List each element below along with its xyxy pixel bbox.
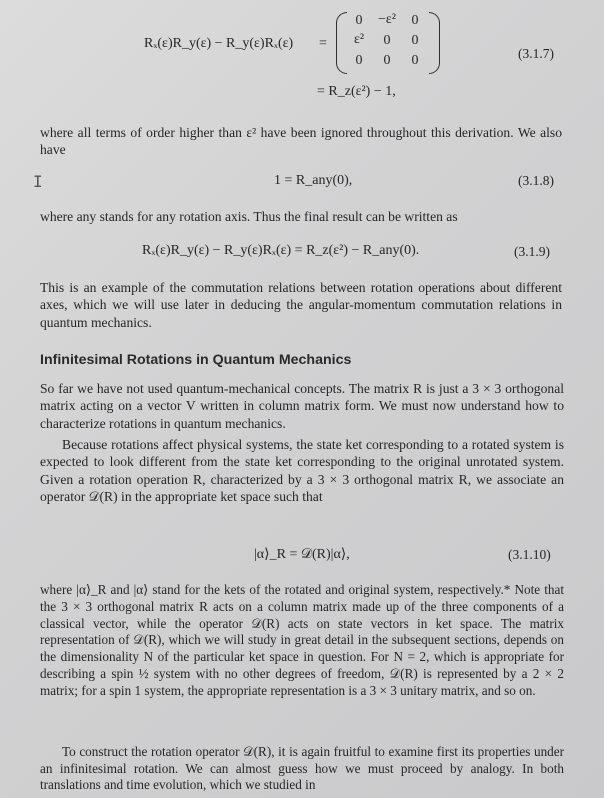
paragraph: To construct the rotation operator 𝒟(R), it is again fruitful to examine first its properties under an infinitesimal rotation. We can almost guess how we must proceed by analogy. In both translations and time evolution, which we studied in xyxy=(40,744,564,793)
matrix-cell: 0 xyxy=(411,13,419,28)
eq-3-1-7-equals: = xyxy=(319,36,327,51)
eq-3-1-7-lhs: Rₓ(ε)R_y(ε) − R_y(ε)Rₓ(ε) xyxy=(144,36,294,51)
paragraph: Because rotations affect physical systems, the state ket corresponding to a rotated system is expected to look different from the state ket corresponding to the original unrotated system. Given a rotation operation R, characterized by a 3 × 3 orthogonal matrix R, we associate an operator 𝒟(R) in the appropriate ket space such that xyxy=(40,437,564,504)
paragraph: This is an example of the commutation relations between rotation operations about different axes, which we will use later in deducing the angular-momentum commutation relations in quantum mechanics. xyxy=(40,280,562,330)
paragraph: So far we have not used quantum-mechanical concepts. The matrix R is just a 3 × 3 orthogonal matrix acting on a vector V written in column matrix form. We must now understand how to characterize rotations in quantum mechanics. xyxy=(40,381,564,431)
equation-number: (3.1.8) xyxy=(518,173,554,188)
eq-3-1-10: |α⟩_R = 𝒟(R)|α⟩, xyxy=(254,547,350,562)
matrix-cell: −ε² xyxy=(378,12,396,27)
matrix-cell: 0 xyxy=(411,53,419,68)
paragraph: where |α⟩_R and |α⟩ stand for the kets of the rotated and original system, respectively.* Note that the 3 × 3 orthogonal matrix R acts on a column matrix made up of the three components of a classical vector, while the operator 𝒟(R) acts on state vectors in ket space. The matrix representation of 𝒟(R), which we will study in great detail in the subsequent sections, depends on the dimensionality N of the particular ket space in question. For N = 2, which is appropriate for describing a spin ½ system with no other degrees of freedom, 𝒟(R) is represented by a 2 × 2 matrix; for a spin 1 system, the appropriate representation is a 3 × 3 unitary matrix, and so on. xyxy=(40,582,564,698)
matrix-3x3 xyxy=(336,12,440,74)
matrix-cell: 0 xyxy=(411,33,419,48)
equation-number: (3.1.7) xyxy=(518,46,554,61)
matrix-cell: 0 xyxy=(383,53,391,68)
eq-3-1-8: 1 = R_any(0), xyxy=(274,173,353,188)
matrix-right-bracket xyxy=(429,12,440,74)
paragraph: where any stands for any rotation axis. Thus the final result can be written as xyxy=(40,209,458,224)
matrix-cell: 0 xyxy=(355,13,363,28)
text-cursor-icon: I xyxy=(33,172,43,191)
equation-number: (3.1.9) xyxy=(514,244,550,259)
eq-3-1-7-rhs: = R_z(ε²) − 1, xyxy=(317,84,396,99)
equation-number: (3.1.10) xyxy=(508,547,551,562)
section-heading: Infinitesimal Rotations in Quantum Mechanics xyxy=(40,352,352,368)
eq-3-1-9: Rₓ(ε)R_y(ε) − R_y(ε)Rₓ(ε) = R_z(ε²) − R_any(0). xyxy=(142,243,420,258)
matrix-cell: ε² xyxy=(353,32,365,47)
matrix-cell: 0 xyxy=(355,53,363,68)
paragraph: where all terms of order higher than ε² have been ignored throughout this derivation. We also have xyxy=(40,125,562,158)
matrix-cell: 0 xyxy=(383,33,391,48)
